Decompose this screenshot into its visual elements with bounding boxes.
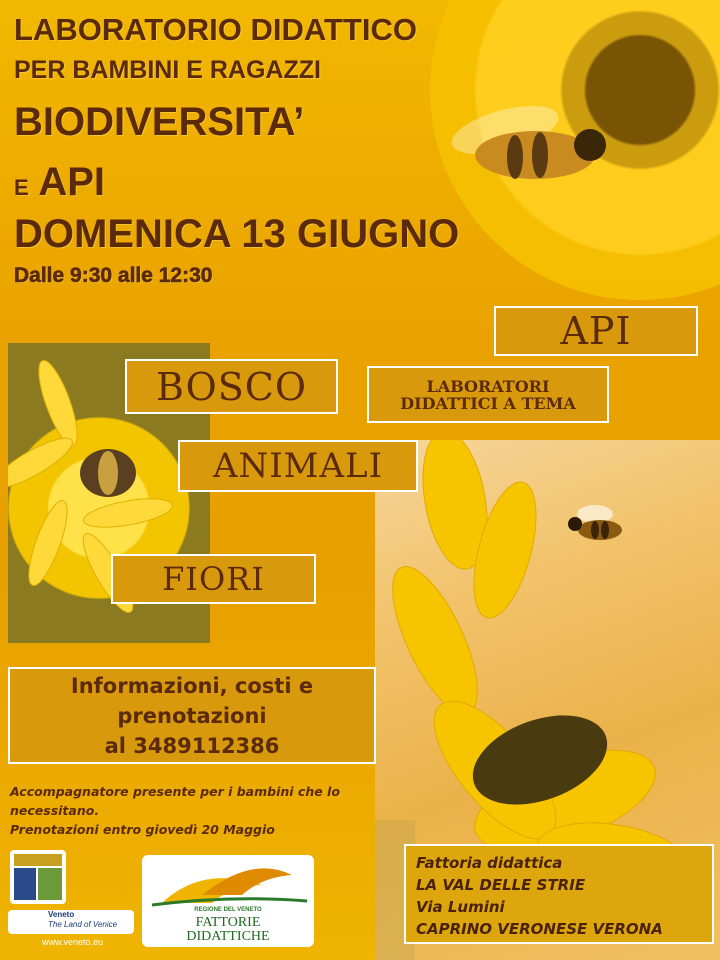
- notes-line1: Accompagnatore presente per i bambini che lo: [10, 784, 340, 799]
- notes: [10, 782, 370, 839]
- farm-street: Via Lumini: [416, 898, 505, 916]
- info-box: [8, 667, 376, 764]
- title-api-prefix: E: [14, 175, 29, 200]
- fattorie-didattiche-logo: [142, 855, 314, 947]
- subtitle-bambini: PER BAMBINI E RAGAZZI: [14, 56, 321, 84]
- veneto-url: www.veneto.eu: [42, 937, 104, 947]
- bee-icon-flying: [555, 500, 635, 550]
- notes-line3: Prenotazioni entro giovedì 20 Maggio: [10, 822, 275, 837]
- farm-name: LA VAL DELLE STRIE: [416, 876, 586, 894]
- tag-api-label: API: [560, 309, 632, 353]
- veneto-badge-icon: [8, 848, 68, 906]
- tag-laboratori-line1: LABORATORI: [426, 376, 550, 396]
- tag-animali: [178, 440, 418, 492]
- farm-address-box: [404, 844, 714, 944]
- fattorie-region: REGIONE DEL VENETO: [194, 907, 262, 913]
- event-date: DOMENICA 13 GIUGNO: [14, 212, 460, 256]
- info-line1: Informazioni, costi e: [70, 673, 314, 698]
- tag-api: [494, 306, 698, 356]
- veneto-line1: Veneto: [48, 910, 75, 919]
- fattorie-line1: FATTORIE: [195, 915, 261, 930]
- title-api: [14, 160, 105, 205]
- tag-laboratori-line2: DIDATTICI A TEMA: [400, 393, 576, 413]
- bee-icon-top: [445, 95, 615, 205]
- tag-animali-label: ANIMALI: [212, 446, 384, 486]
- title-biodiversita: BIODIVERSITA’: [14, 100, 305, 144]
- tag-bosco-label: BOSCO: [155, 364, 308, 409]
- title-api-main: API: [38, 160, 106, 204]
- farm-city: CAPRINO VERONESE VERONA: [416, 920, 663, 938]
- veneto-line2: The Land of Venice: [48, 920, 118, 929]
- fattorie-swoosh-icon: [142, 855, 314, 907]
- info-line2: prenotazioni: [117, 703, 267, 728]
- info-phone: al 3489112386: [104, 733, 280, 758]
- tag-fiori-label: FIORI: [162, 560, 265, 598]
- title-laboratorio: LABORATORIO DIDATTICO: [14, 12, 417, 47]
- tag-bosco: [125, 359, 338, 414]
- farm-line1: Fattoria didattica: [416, 854, 563, 872]
- veneto-logo: [8, 848, 134, 948]
- veneto-label-box: [8, 910, 134, 934]
- tag-laboratori: [367, 366, 609, 423]
- fattorie-line2: DIDATTICHE: [186, 929, 270, 944]
- event-hours: Dalle 9:30 alle 12:30: [14, 264, 213, 287]
- notes-line2: necessitano.: [10, 803, 100, 818]
- tag-fiori: [111, 554, 316, 604]
